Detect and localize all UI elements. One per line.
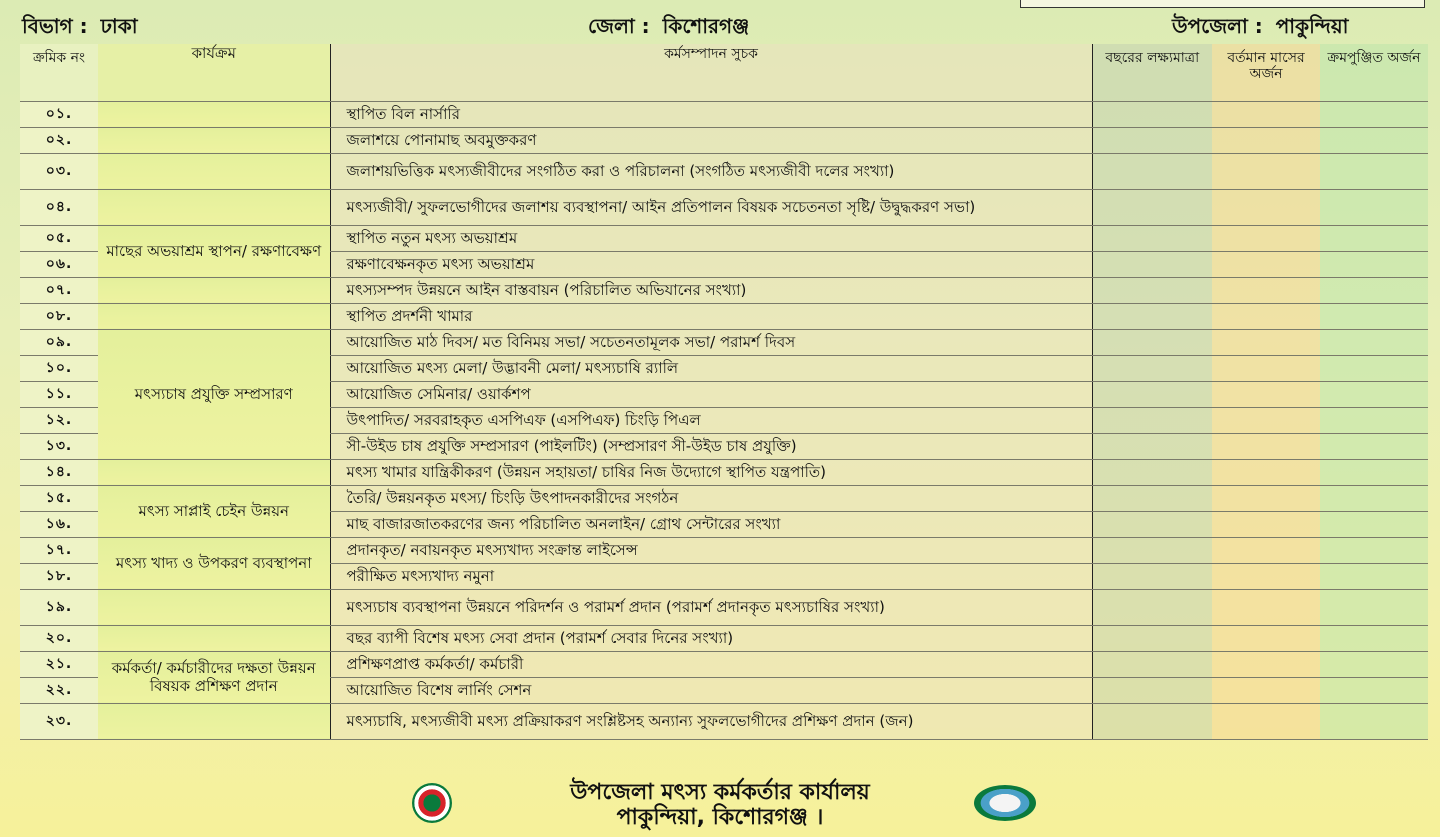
upazila-label: উপজেলা : [1172,14,1263,38]
monthly-achievement-cell[interactable] [1212,563,1320,589]
top-label-box [1020,0,1425,8]
target-cell[interactable] [1092,433,1212,459]
indicator-cell: আয়োজিত বিশেষ লার্নিং সেশন [330,677,1092,703]
indicator-cell: মৎস্য খামার যান্ত্রিকীকরণ (উন্নয়ন সহায়তা/ চাষির নিজ উদ্যোগে স্থাপিত যন্ত্রপাতি) [330,459,1092,485]
indicator-cell: মৎস্যসম্পদ উন্নয়নে আইন বাস্তবায়ন (পরিচালিত অভিযানের সংখ্যা) [330,277,1092,303]
cumulative-achievement-cell[interactable] [1320,127,1428,153]
upazila-header [1172,12,1348,45]
monthly-achievement-cell[interactable] [1212,589,1320,625]
serial-number: ০৮. [20,303,98,329]
serial-number: ১৩. [20,433,98,459]
activity-cell [98,101,330,127]
serial-number: ২০. [20,625,98,651]
monthly-achievement-cell[interactable] [1212,251,1320,277]
table-row [20,153,1428,189]
monthly-achievement-cell[interactable] [1212,459,1320,485]
activity-cell [98,277,330,303]
indicator-cell: প্রশিক্ষণপ্রাপ্ত কর্মকর্তা/ কর্মচারী [330,651,1092,677]
target-cell[interactable] [1092,225,1212,251]
target-cell[interactable] [1092,189,1212,225]
target-cell[interactable] [1092,153,1212,189]
serial-number: ১৭. [20,537,98,563]
table-row [20,625,1428,651]
monthly-achievement-cell[interactable] [1212,651,1320,677]
serial-number: ১৪. [20,459,98,485]
indicator-cell: স্থাপিত প্রদর্শনী খামার [330,303,1092,329]
division-label: বিভাগ : [22,14,88,38]
target-cell[interactable] [1092,381,1212,407]
activity-cell [98,189,330,225]
cumulative-achievement-cell[interactable] [1320,651,1428,677]
serial-number: ১৯. [20,589,98,625]
cumulative-achievement-cell[interactable] [1320,537,1428,563]
serial-number: ১৬. [20,511,98,537]
monthly-achievement-cell[interactable] [1212,537,1320,563]
serial-number: ১২. [20,407,98,433]
serial-number: ০৫. [20,225,98,251]
indicator-cell: তৈরি/ উন্নয়নকৃত মৎস্য/ চিংড়ি উৎপাদনকারীদের সংগঠন [330,485,1092,511]
table-row [20,127,1428,153]
target-cell[interactable] [1092,703,1212,739]
monthly-achievement-cell[interactable] [1212,189,1320,225]
cumulative-achievement-cell[interactable] [1320,303,1428,329]
table-row [20,537,1428,563]
cumulative-achievement-cell[interactable] [1320,251,1428,277]
activity-feed-management: মৎস্য খাদ্য ও উপকরণ ব্যবস্থাপনা [98,537,330,589]
target-cell[interactable] [1092,625,1212,651]
cumulative-achievement-cell[interactable] [1320,433,1428,459]
serial-number: ২১. [20,651,98,677]
target-cell[interactable] [1092,511,1212,537]
target-cell[interactable] [1092,677,1212,703]
indicator-cell: জলাশয়ভিত্তিক মৎস্যজীবীদের সংগঠিত করা ও পরিচালনা (সংগঠিত মৎস্যজীবী দলের সংখ্যা) [330,153,1092,189]
col-header-monthly: বর্তমান মাসের অর্জন [1212,44,1320,101]
cumulative-achievement-cell[interactable] [1320,677,1428,703]
target-cell[interactable] [1092,651,1212,677]
target-cell[interactable] [1092,407,1212,433]
cumulative-achievement-cell[interactable] [1320,225,1428,251]
cumulative-achievement-cell[interactable] [1320,381,1428,407]
cumulative-achievement-cell[interactable] [1320,407,1428,433]
col-header-cumulative: ক্রমপুঞ্জিত অর্জন [1320,44,1428,101]
indicator-cell: আয়োজিত সেমিনার/ ওয়ার্কশপ [330,381,1092,407]
table-row [20,277,1428,303]
indicator-cell: সী-উইড চাষ প্রযুক্তি সম্প্রসারণ (পাইলটিং) (সম্প্রসারণ সী-উইড চাষ প্রযুক্তি) [330,433,1092,459]
activity-tech-extension: মৎস্যচাষ প্রযুক্তি সম্প্রসারণ [98,329,330,459]
table-row [20,651,1428,677]
col-header-serial: ক্রমিক নং [20,44,98,101]
target-cell[interactable] [1092,537,1212,563]
indicator-cell: প্রদানকৃত/ নবায়নকৃত মৎস্যখাদ্য সংক্রান্ত লাইসেন্স [330,537,1092,563]
activity-supply-chain: মৎস্য সাপ্লাই চেইন উন্নয়ন [98,485,330,537]
serial-number: ০৯. [20,329,98,355]
activity-sanctuary: মাছের অভয়াশ্রম স্থাপন/ রক্ষণাবেক্ষণ [98,225,330,277]
serial-number: ০৩. [20,153,98,189]
indicator-cell: স্থাপিত নতুন মৎস্য অভয়াশ্রম [330,225,1092,251]
cumulative-achievement-cell[interactable] [1320,459,1428,485]
indicator-cell: জলাশয়ে পোনামাছ অবমুক্তকরণ [330,127,1092,153]
district-value: কিশোরগঞ্জ [662,14,750,38]
indicator-cell: বছর ব্যাপী বিশেষ মৎস্য সেবা প্রদান (পরামর্শ সেবার দিনের সংখ্যা) [330,625,1092,651]
district-label: জেলা : [588,14,650,38]
activity-cell [98,589,330,625]
cumulative-achievement-cell[interactable] [1320,329,1428,355]
activity-cell [98,127,330,153]
target-cell[interactable] [1092,127,1212,153]
table-row [20,303,1428,329]
target-cell[interactable] [1092,459,1212,485]
indicator-cell: মৎস্যচাষ ব্যবস্থাপনা উন্নয়নে পরিদর্শন ও পরামর্শ প্রদান (পরামর্শ প্রদানকৃত মৎস্যচাষির সংখ্যা) [330,589,1092,625]
table-row [20,485,1428,511]
col-header-activity: কার্যক্রম [98,44,330,101]
monthly-achievement-cell[interactable] [1212,225,1320,251]
upazila-value: পাকুন্দিয়া [1275,14,1349,38]
cumulative-achievement-cell[interactable] [1320,101,1428,127]
division-header [22,12,138,45]
monthly-achievement-cell[interactable] [1212,101,1320,127]
serial-number: ০১. [20,101,98,127]
indicator-cell: স্থাপিত বিল নার্সারি [330,101,1092,127]
cumulative-achievement-cell[interactable] [1320,589,1428,625]
serial-number: ০৪. [20,189,98,225]
monthly-achievement-cell[interactable] [1212,625,1320,651]
serial-number: ২২. [20,677,98,703]
cumulative-achievement-cell[interactable] [1320,153,1428,189]
monthly-achievement-cell[interactable] [1212,355,1320,381]
indicator-cell: রক্ষণাবেক্ষনকৃত মৎস্য অভয়াশ্রম [330,251,1092,277]
monthly-achievement-cell[interactable] [1212,153,1320,189]
cumulative-achievement-cell[interactable] [1320,563,1428,589]
indicator-cell: উৎপাদিত/ সরবরাহকৃত এসপিএফ (এসপিএফ) চিংড়ি পিএল [330,407,1092,433]
serial-number: ০৭. [20,277,98,303]
monthly-achievement-cell[interactable] [1212,277,1320,303]
cumulative-achievement-cell[interactable] [1320,625,1428,651]
serial-number: ০৬. [20,251,98,277]
activity-cell [98,459,330,485]
footer-office-title: উপজেলা মৎস্য কর্মকর্তার কার্যালয় [570,780,870,805]
table-row [20,225,1428,251]
serial-number: ১৫. [20,485,98,511]
cumulative-achievement-cell[interactable] [1320,703,1428,739]
monthly-achievement-cell[interactable] [1212,703,1320,739]
target-cell[interactable] [1092,589,1212,625]
table-row [20,189,1428,225]
monthly-achievement-cell[interactable] [1212,127,1320,153]
activity-cell [98,303,330,329]
indicator-cell: মৎস্যজীবী/ সুফলভোগীদের জলাশয় ব্যবস্থাপনা/ আইন প্রতিপালন বিষয়ক সচেতনতা সৃষ্টি/ উদ্বুদ্ধকরণ সভা) [330,189,1092,225]
monthly-achievement-cell[interactable] [1212,329,1320,355]
target-cell[interactable] [1092,329,1212,355]
monthly-achievement-cell[interactable] [1212,407,1320,433]
col-header-target: বছরের লক্ষ্যমাত্রা [1092,44,1212,101]
district-header [588,12,749,45]
indicator-cell: মাছ বাজারজাতকরণের জন্য পরিচালিত অনলাইন/ গ্রোথ সেন্টারের সংখ্যা [330,511,1092,537]
footer-location: পাকুন্দিয়া, কিশোরগঞ্জ । [616,805,824,830]
monthly-achievement-cell[interactable] [1212,485,1320,511]
monthly-achievement-cell[interactable] [1212,381,1320,407]
indicator-cell: মৎস্যচাষি, মৎস্যজীবী মৎস্য প্রক্রিয়াকরণ সংশ্লিষ্টসহ অন্যান্য সুফলভোগীদের প্রশিক্ষণ প্রদান (জন) [330,703,1092,739]
serial-number: ২৩. [20,703,98,739]
table-row [20,101,1428,127]
monthly-achievement-cell[interactable] [1212,677,1320,703]
indicator-cell: আয়োজিত মাঠ দিবস/ মত বিনিময় সভা/ সচেতনতামূলক সভা/ পরামর্শ দিবস [330,329,1092,355]
serial-number: ০২. [20,127,98,153]
serial-number: ১০. [20,355,98,381]
cumulative-achievement-cell[interactable] [1320,511,1428,537]
table-row [20,459,1428,485]
monthly-achievement-cell[interactable] [1212,433,1320,459]
monthly-achievement-cell[interactable] [1212,303,1320,329]
serial-number: ১৮. [20,563,98,589]
cumulative-achievement-cell[interactable] [1320,485,1428,511]
indicator-cell: পরীক্ষিত মৎস্যখাদ্য নমুনা [330,563,1092,589]
cumulative-achievement-cell[interactable] [1320,355,1428,381]
target-cell[interactable] [1092,303,1212,329]
monthly-achievement-cell[interactable] [1212,511,1320,537]
target-cell[interactable] [1092,101,1212,127]
indicator-cell: আয়োজিত মৎস্য মেলা/ উদ্ভাবনী মেলা/ মৎস্যচাষি র‍্যালি [330,355,1092,381]
activity-cell [98,625,330,651]
target-cell[interactable] [1092,485,1212,511]
target-cell[interactable] [1092,251,1212,277]
target-cell[interactable] [1092,277,1212,303]
cumulative-achievement-cell[interactable] [1320,189,1428,225]
cumulative-achievement-cell[interactable] [1320,277,1428,303]
division-value: ঢাকা [100,14,138,38]
table-row [20,329,1428,355]
performance-table [20,44,1428,740]
table-row [20,589,1428,625]
activity-staff-training: কর্মকর্তা/ কর্মচারীদের দক্ষতা উন্নয়ন বিষয়ক প্রশিক্ষণ প্রদান [98,651,330,703]
table-row [20,703,1428,739]
serial-number: ১১. [20,381,98,407]
col-header-indicator: কর্মসম্পাদন সুচক [330,44,1092,101]
target-cell[interactable] [1092,563,1212,589]
activity-cell [98,153,330,189]
activity-cell [98,703,330,739]
target-cell[interactable] [1092,355,1212,381]
